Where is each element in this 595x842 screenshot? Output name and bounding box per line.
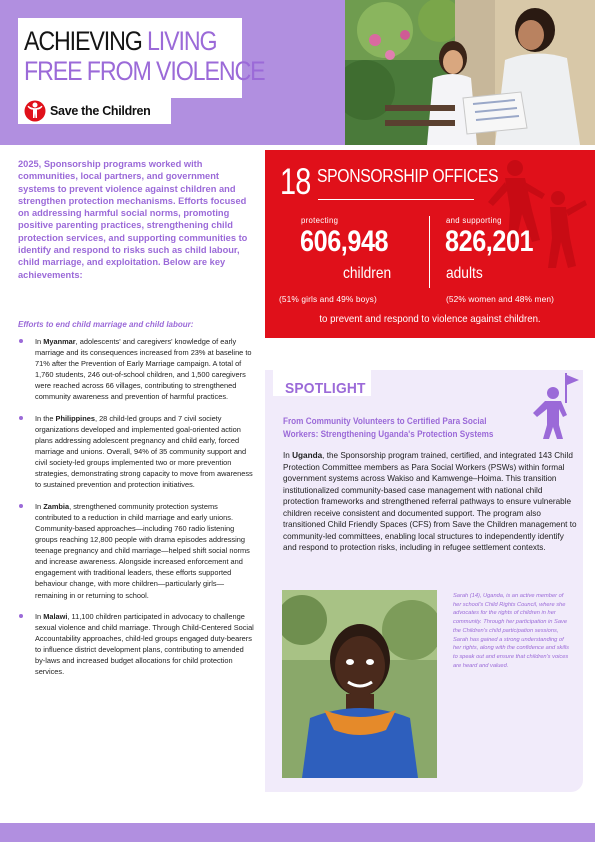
bullet-dot-icon xyxy=(19,504,23,508)
list-item: In Myanmar, adolescents' and caregivers' knowledge of early marriage and its consequences increased from 23% at baseline to 71% after the Prevention of Early Marriage campaign. A total of 1,760 students, 246 out-of-school children, and 1,500 caregivers were reached across 66 villages, contributing to strengthened community awareness and prevention of harmful practices. xyxy=(18,336,254,403)
title-card xyxy=(18,18,265,98)
children-stat-pre: protecting xyxy=(301,216,339,225)
list-item: In Zambia, strengthened community protection systems contributed to a reduction in child marriage and early unions. Community-based approaches—including 760 radio listening groups reaching 12,800 people with drama episodes addressing teenage pregnancy and child marriage—helped shift social norms and increase awareness. Alongside increased enforcement and engagement with traditional leaders, these efforts supported behaviour change, with more children—particularly girls—remaining in or returning to school. xyxy=(18,501,254,601)
country-name: Malawi xyxy=(43,611,68,621)
footer-band xyxy=(0,823,595,842)
save-the-children-logo xyxy=(18,98,171,124)
child-figure-logo-icon xyxy=(24,99,46,123)
sponsorship-offices-panel xyxy=(265,150,595,338)
header-photo-image xyxy=(345,0,595,145)
list-item: In Malawi, 11,100 children participated in advocacy to challenge sexual violence and child marriage. Through Child-Centered Social Accountability approaches, child-led groups engaged duty-bearers to influence district development plans, contributing to amended by-laws and increased budget allocations for child protection services. xyxy=(18,611,254,678)
intro-text: 2025, Sponsorship programs worked with communities, local partners, and government systems to prevent violence against children and strengthen protection mechanisms. Efforts focused on addressing harmful social norms, promoting positive parenting practices, strengthening child protection services, and supporting communities to identify and respond to risks such as child labour, child marriage, and exploitation. Below are key achievements: xyxy=(18,159,248,280)
children-stat-unit: children xyxy=(343,265,392,282)
country-name: Uganda xyxy=(292,451,323,460)
children-stat-note: (51% girls and 49% boys) xyxy=(279,294,377,304)
spotlight-title: SPOTLIGHT xyxy=(285,380,366,397)
list-item: In the Philippines, 28 child-led groups and 7 civil society organizations developed and implemented goal-oriented action plans addressing adolescent pregnancy and child early, forced marriage and unions. Overall, 94% of 35 community support and civil society-led groups implemented two or more prevention strategies, demonstrating strong capacity to move from awareness to sustained prevention and protection initiatives. xyxy=(18,413,254,491)
sarah-photo xyxy=(282,590,437,778)
logo-text: Save the Children xyxy=(50,104,151,118)
country-name: Zambia xyxy=(43,501,70,511)
spotlight-subtitle: From Community Volunteers to Certified Para Social Workers: Strengthening Uganda's Protection Systems xyxy=(283,416,494,439)
offices-count: 18 xyxy=(280,161,311,202)
country-name: Philippines xyxy=(55,413,95,423)
page-title-line1: ACHIEVING LIVING xyxy=(24,26,217,56)
child-flag-icon xyxy=(533,373,581,439)
offices-underline xyxy=(318,199,474,200)
stats-divider xyxy=(429,216,430,288)
adults-stat-unit: adults xyxy=(446,265,483,282)
adults-stat-pre: and supporting xyxy=(446,216,502,225)
efforts-heading: Efforts to end child marriage and child labour: xyxy=(18,320,194,329)
country-name: Myanmar xyxy=(43,337,76,346)
achievements-list xyxy=(18,336,254,688)
page-title-line2: FREE FROM VIOLENCE xyxy=(24,56,265,86)
offices-label: SPONSORSHIP OFFICES xyxy=(317,165,499,186)
children-stat-number: 606,948 xyxy=(300,225,389,258)
offices-footer: to prevent and respond to violence against children. xyxy=(319,313,541,325)
photo-caption: Sarah (14), Uganda, is an active member of her school's Child Rights Council, where she advocates for the rights of children in her community. Through her participation in Save the Children's child participation sessions, Sarah has gained a strong understanding of her rights, along with the confidence and skills to speak out and ensure that children's voices are heard and valued. xyxy=(453,593,570,669)
adults-stat-note: (52% women and 48% men) xyxy=(446,294,554,304)
bullet-dot-icon xyxy=(19,614,23,618)
bullet-dot-icon xyxy=(19,339,23,343)
spotlight-body: In Uganda, the Sponsorship program trained, certified, and integrated 143 Child Protection Committee members as Para Social Workers (PSWs) within formal government systems across Wakiso and Kamwenge–Hoima. This transition institutionalized community-based case management with national child protection frameworks and strengthened referral pathways to ensure vulnerable children receive consistent and documented support. The program also transitioned Child Friendly Spaces (CFS) from Save the Children management to community-led committees, enabling local structures to independently identify and respond to protection risks, including in refugee settlement contexts. xyxy=(283,451,577,552)
sarah-photo-image xyxy=(282,590,437,778)
adults-stat-number: 826,201 xyxy=(445,225,534,258)
bullet-dot-icon xyxy=(19,416,23,420)
header-photo xyxy=(345,0,595,145)
